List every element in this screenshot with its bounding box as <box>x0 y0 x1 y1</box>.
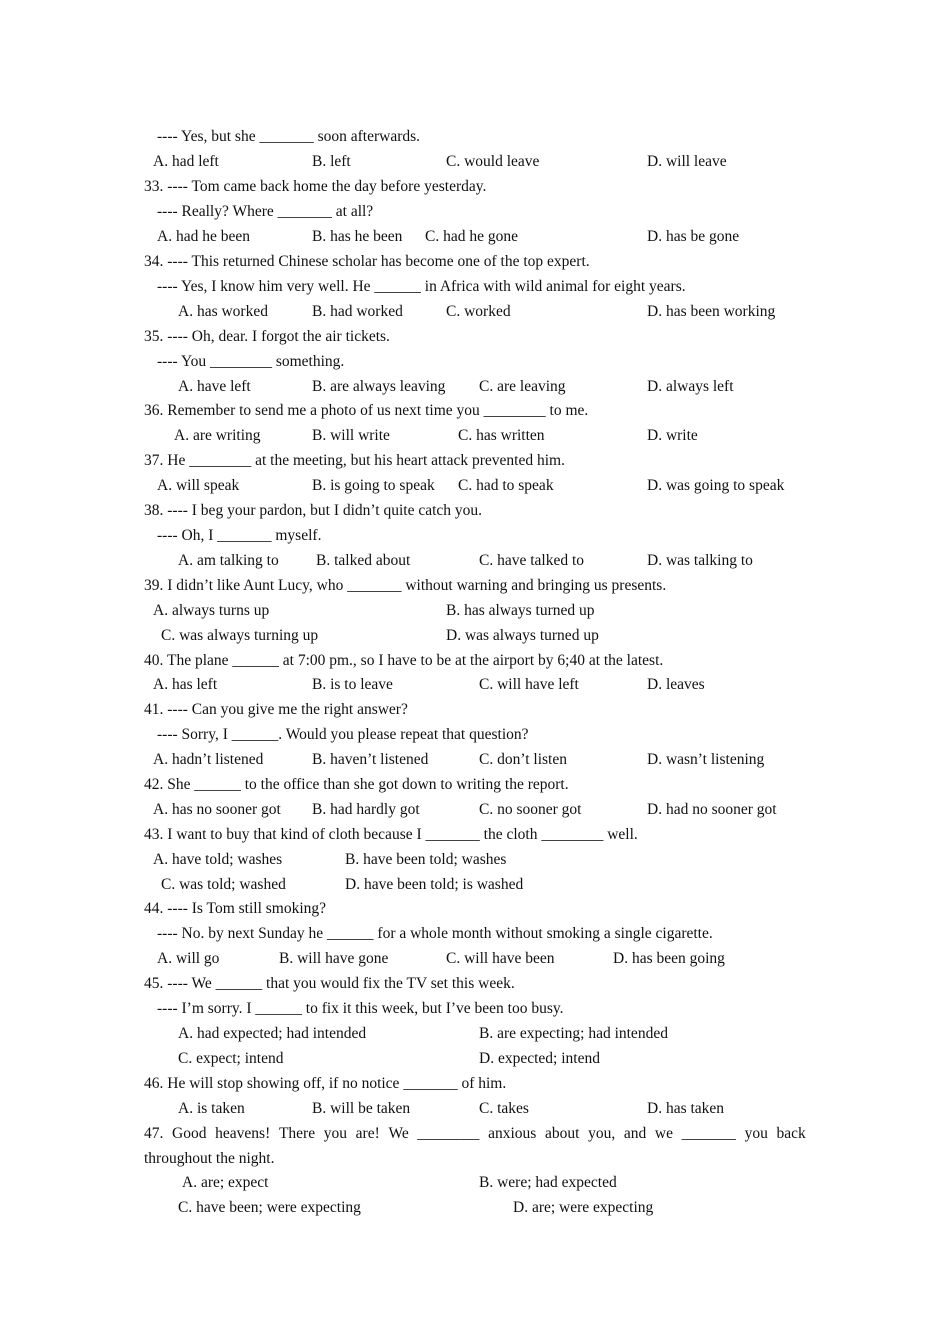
q41-option-a[interactable]: A. hadn’t listened <box>153 751 264 768</box>
q47-word: and <box>623 1125 647 1142</box>
q42-option-d[interactable]: D. had no sooner got <box>647 801 777 818</box>
q34-option-d[interactable]: D. has been working <box>647 303 776 320</box>
q36-option-a[interactable]: A. are writing <box>174 427 261 444</box>
q40-option-d[interactable]: D. leaves <box>647 676 705 693</box>
q47-word: anxious <box>488 1125 537 1142</box>
q42-options <box>0 797 950 822</box>
q47-word: you <box>323 1125 347 1142</box>
q47-option-a[interactable]: A. are; expect <box>182 1174 269 1191</box>
q46-option-d[interactable]: D. has taken <box>647 1100 725 1117</box>
q40-option-c[interactable]: C. will have left <box>479 676 579 693</box>
q39-option-c[interactable]: C. was always turning up <box>161 627 319 644</box>
q46-stem: 46. He will stop showing off, if no notice _______ of him. <box>144 1075 507 1092</box>
q41-option-d[interactable]: D. wasn’t listening <box>647 751 765 768</box>
q34-option-c[interactable]: C. worked <box>446 303 511 320</box>
q40-stem: 40. The plane ______ at 7:00 pm., so I have to be at the airport by 6;40 at the latest. <box>144 652 664 669</box>
q43-options-row1 <box>0 847 950 872</box>
q38-options <box>0 548 950 573</box>
q32-option-d[interactable]: D. will leave <box>647 153 727 170</box>
q39-options-row2 <box>0 623 950 648</box>
q45-stem: 45. ---- We ______ that you would fix the TV set this week. <box>144 975 515 992</box>
q43-option-b[interactable]: B. have been told; washes <box>345 851 507 868</box>
q42-stem: 42. She ______ to the office than she got down to writing the report. <box>144 776 569 793</box>
q47-word: We <box>388 1125 409 1142</box>
q45-options-row1 <box>0 1021 950 1046</box>
q36-option-b[interactable]: B. will write <box>312 427 390 444</box>
q35-option-c[interactable]: C. are leaving <box>479 378 566 395</box>
q33-options <box>0 224 950 249</box>
q45-option-c[interactable]: C. expect; intend <box>178 1050 284 1067</box>
q47-blank: _______ <box>681 1125 736 1142</box>
q47-option-c[interactable]: C. have been; were expecting <box>178 1199 361 1216</box>
q45-options-row2 <box>0 1046 950 1071</box>
q34-option-a[interactable]: A. has worked <box>178 303 268 320</box>
q39-option-b[interactable]: B. has always turned up <box>446 602 595 619</box>
q40-option-b[interactable]: B. is to leave <box>312 676 393 693</box>
q47-word: 47. <box>144 1125 164 1142</box>
q43-options-row2 <box>0 872 950 897</box>
q47-blank: ________ <box>417 1125 480 1142</box>
q46-option-a[interactable]: A. is taken <box>178 1100 245 1117</box>
q34-options <box>0 299 950 324</box>
q47-word: you, <box>588 1125 616 1142</box>
q35-option-d[interactable]: D. always left <box>647 378 734 395</box>
q47-stem <box>144 1121 806 1146</box>
q32-response: ---- Yes, but she _______ soon afterwards. <box>157 128 421 145</box>
q33-option-b[interactable]: B. has he been <box>312 228 403 245</box>
q47-word: back <box>776 1125 806 1142</box>
q35-options <box>0 374 950 399</box>
q46-option-c[interactable]: C. takes <box>479 1100 529 1117</box>
q44-option-c[interactable]: C. will have been <box>446 950 555 967</box>
q47-options-row1 <box>0 1170 950 1195</box>
q46-options <box>0 1096 950 1121</box>
q39-options-row1 <box>0 598 950 623</box>
q43-option-d[interactable]: D. have been told; is washed <box>345 876 524 893</box>
q35-response: ---- You ________ something. <box>157 353 345 370</box>
q44-options <box>0 946 950 971</box>
q34-option-b[interactable]: B. had worked <box>312 303 403 320</box>
q36-option-d[interactable]: D. write <box>647 427 698 444</box>
q33-response: ---- Really? Where _______ at all? <box>157 203 374 220</box>
q42-option-a[interactable]: A. has no sooner got <box>153 801 281 818</box>
q41-stem: 41. ---- Can you give me the right answer? <box>144 701 408 718</box>
q38-stem: 38. ---- I beg your pardon, but I didn’t quite catch you. <box>144 502 483 519</box>
q38-option-b[interactable]: B. talked about <box>316 552 411 569</box>
q33-option-c[interactable]: C. had he gone <box>425 228 518 245</box>
q37-option-d[interactable]: D. was going to speak <box>647 477 785 494</box>
q36-stem: 36. Remember to send me a photo of us next time you ________ to me. <box>144 402 589 419</box>
q44-option-a[interactable]: A. will go <box>157 950 220 967</box>
q36-options <box>0 423 950 448</box>
q43-stem: 43. I want to buy that kind of cloth because I _______ the cloth ________ well. <box>144 826 638 843</box>
q32-option-b[interactable]: B. left <box>312 153 351 170</box>
q36-option-c[interactable]: C. has written <box>458 427 545 444</box>
q47-stem-continued: throughout the night. <box>144 1150 275 1167</box>
q37-option-a[interactable]: A. will speak <box>157 477 240 494</box>
q44-response: ---- No. by next Sunday he ______ for a whole month without smoking a single cigarette. <box>157 925 713 942</box>
q45-response: ---- I’m sorry. I ______ to fix it this week, but I’ve been too busy. <box>157 1000 564 1017</box>
q38-option-a[interactable]: A. am talking to <box>178 552 279 569</box>
q32-options <box>0 149 950 174</box>
q42-option-b[interactable]: B. had hardly got <box>312 801 420 818</box>
q38-option-c[interactable]: C. have talked to <box>479 552 585 569</box>
q33-option-a[interactable]: A. had he been <box>157 228 250 245</box>
q40-option-a[interactable]: A. has left <box>153 676 218 693</box>
q41-option-b[interactable]: B. haven’t listened <box>312 751 429 768</box>
q47-word: Good <box>172 1125 207 1142</box>
q44-option-d[interactable]: D. has been going <box>613 950 725 967</box>
q37-option-c[interactable]: C. had to speak <box>458 477 554 494</box>
q47-word: heavens! <box>215 1125 271 1142</box>
q40-options <box>0 672 950 697</box>
q35-option-a[interactable]: A. have left <box>178 378 251 395</box>
q37-stem: 37. He ________ at the meeting, but his heart attack prevented him. <box>144 452 565 469</box>
q44-stem: 44. ---- Is Tom still smoking? <box>144 900 327 917</box>
q38-option-d[interactable]: D. was talking to <box>647 552 753 569</box>
q47-word: you <box>744 1125 768 1142</box>
q32-option-c[interactable]: C. would leave <box>446 153 540 170</box>
q41-option-c[interactable]: C. don’t listen <box>479 751 567 768</box>
q44-option-b[interactable]: B. will have gone <box>279 950 389 967</box>
q46-option-b[interactable]: B. will be taken <box>312 1100 411 1117</box>
q47-options-row2 <box>0 1195 950 1220</box>
q34-response: ---- Yes, I know him very well. He ______ in Africa with wild animal for eight years. <box>157 278 686 295</box>
q43-option-c[interactable]: C. was told; washed <box>161 876 286 893</box>
q47-option-b[interactable]: B. were; had expected <box>479 1174 617 1191</box>
q47-word: about <box>544 1125 580 1142</box>
q47-word: There <box>278 1125 316 1142</box>
q39-option-d[interactable]: D. was always turned up <box>446 627 599 644</box>
q38-response: ---- Oh, I _______ myself. <box>157 527 322 544</box>
q34-stem: 34. ---- This returned Chinese scholar has become one of the top expert. <box>144 253 590 270</box>
q47-word: are! <box>355 1125 380 1142</box>
q35-stem: 35. ---- Oh, dear. I forgot the air tickets. <box>144 328 390 345</box>
q41-response: ---- Sorry, I ______. Would you please repeat that question? <box>157 726 529 743</box>
q45-option-d[interactable]: D. expected; intend <box>479 1050 600 1067</box>
q35-option-b[interactable]: B. are always leaving <box>312 378 446 395</box>
q32-option-a[interactable]: A. had left <box>153 153 219 170</box>
q39-stem: 39. I didn’t like Aunt Lucy, who _______ without warning and bringing us presents. <box>144 577 667 594</box>
q43-option-a[interactable]: A. have told; washes <box>153 851 283 868</box>
q42-option-c[interactable]: C. no sooner got <box>479 801 582 818</box>
q45-option-b[interactable]: B. are expecting; had intended <box>479 1025 668 1042</box>
q45-option-a[interactable]: A. had expected; had intended <box>178 1025 367 1042</box>
q41-options <box>0 747 950 772</box>
q47-word: we <box>654 1125 673 1142</box>
q37-option-b[interactable]: B. is going to speak <box>312 477 435 494</box>
q39-option-a[interactable]: A. always turns up <box>153 602 270 619</box>
q37-options <box>0 473 950 498</box>
q47-option-d[interactable]: D. are; were expecting <box>513 1199 654 1216</box>
q33-option-d[interactable]: D. has be gone <box>647 228 740 245</box>
q33-stem: 33. ---- Tom came back home the day before yesterday. <box>144 178 487 195</box>
